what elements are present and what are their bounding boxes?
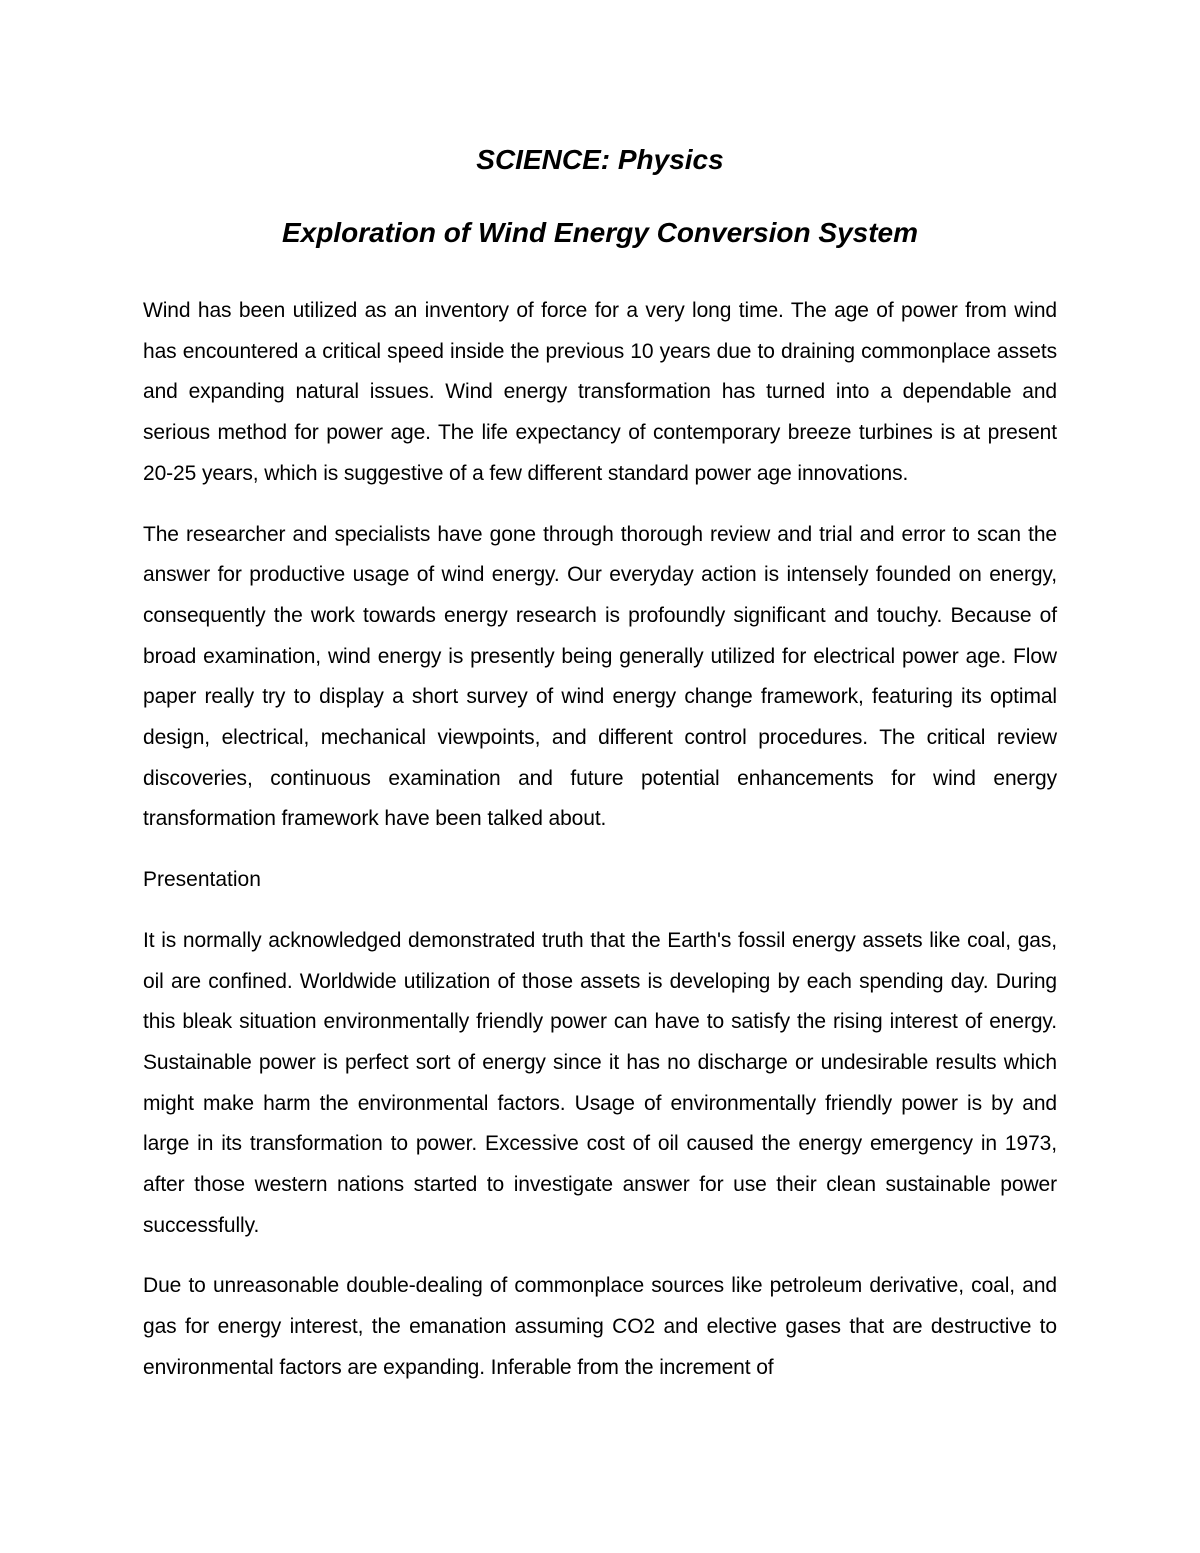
paragraph-section-2: Due to unreasonable double-dealing of commonplace sources like petroleum derivative, coal, and gas for energy interest, the emanation assuming CO2 and elective gases that are destructive to environmental factors are expanding. Inferable from the increment of [143, 1274, 1057, 1379]
paragraph-section-1: It is normally acknowledged demonstrated truth that the Earth's fossil energy assets like coal, gas, oil are confined. Worldwide utilization of those assets is developing by each spending day. During this bleak situation environmentally friendly power can have to satisfy the rising interest of energy. Sustainable power is perfect sort of energy since it has no discharge or undesirable results which might make harm the environmental factors. Usage of environmentally friendly power is by and large in its transformation to power. Excessive cost of oil caused the energy emergency in 1973, after those western nations started to investigate answer for use their clean sustainable power successfully. [143, 928, 1057, 1237]
section-heading: Presentation [143, 868, 261, 892]
paragraph-intro-1: Wind has been utilized as an inventory of force for a very long time. The age of power from wind has encountered a critical speed inside the previous 10 years due to draining commonplace assets and expanding natural issues. Wind energy transformation has turned into a dependable and serious method for power age. The life expectancy of contemporary breeze turbines is at present 20-25 years, which is suggestive of a few different standard power age innovations. [143, 299, 1057, 485]
subject-title: SCIENCE: Physics [476, 144, 724, 175]
document-content [143, 140, 1057, 1409]
paragraph-intro-2: The researcher and specialists have gone through thorough review and trial and error to scan the answer for productive usage of wind energy. Our everyday action is intensely founded on energy, consequently the work towards energy research is profoundly significant and touchy. Because of broad examination, wind energy is presently being generally utilized for electrical power age. Flow paper really try to display a short survey of wind energy change framework, featuring its optimal design, electrical, mechanical viewpoints, and different control procedures. The critical review discoveries, continuous examination and future potential enhancements for wind energy transformation framework have been talked about. [143, 522, 1057, 831]
main-title: Exploration of Wind Energy Conversion System [281, 217, 919, 248]
